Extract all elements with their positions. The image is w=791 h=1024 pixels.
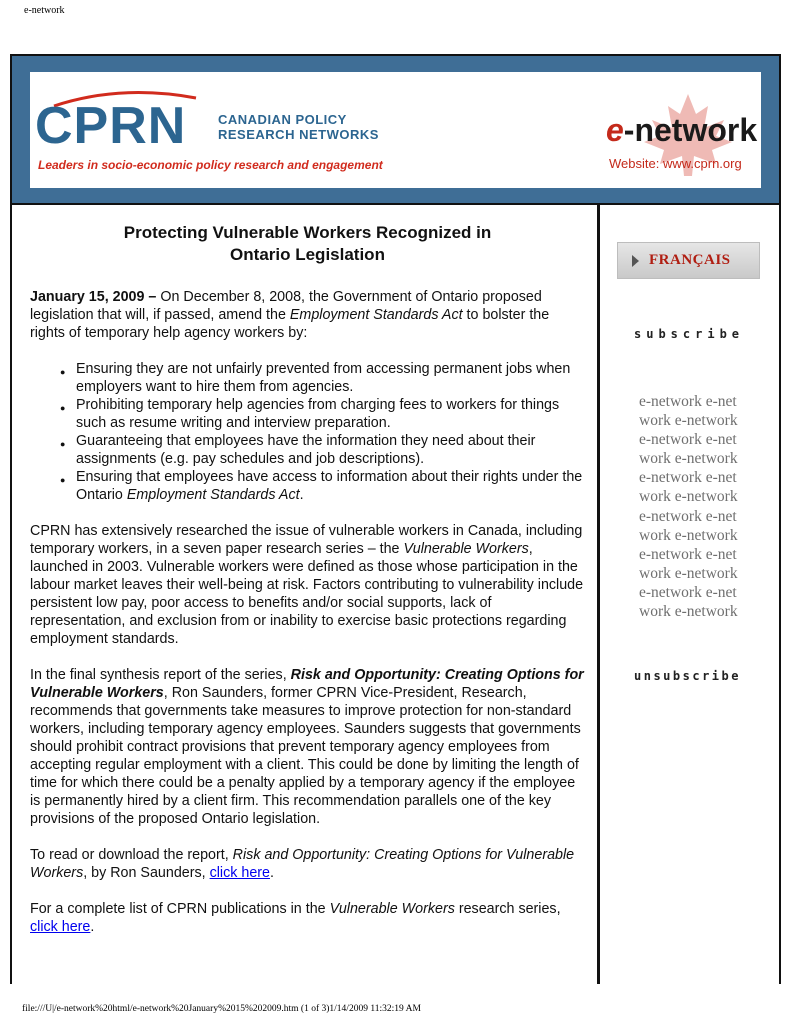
org-name: [218, 112, 379, 142]
publications-list-link[interactable]: click here: [30, 919, 91, 935]
pattern-line: e-network e-net: [639, 431, 737, 449]
bullet4-text-b: .: [299, 487, 304, 503]
p4-text-a: To read or download the report,: [30, 847, 233, 863]
p4-text-c: .: [269, 865, 274, 881]
p5-text-b: research series,: [454, 901, 561, 917]
enetwork-logo-e: e: [606, 112, 624, 148]
intro-text-a: On December 8, 2008, the Government of Ontario proposed legislation that will, if passed, amend the: [30, 289, 542, 323]
p5-text-c: .: [90, 919, 95, 935]
p3-text-b: , Ron Saunders, former CPRN Vice-President, Research, recommends that governments take measures to improve protection for non-standard workers, including temporary agency employees. Saunders suggests that governments should prohibit contract provisions that prevent temporary agency employees from accepting regular employment with a client. This could be done by limiting the length of time for which there could be a penalty applied by a temporary agency if the employee is permanently hired by a client firm. This recommendation parallels one of the key provisions of the proposed Ontario legislation.: [30, 685, 581, 827]
intro-paragraph: [30, 288, 585, 342]
bullet4-act-title: Employment Standards Act: [126, 487, 300, 503]
article-title-line2: Ontario Legislation: [230, 245, 385, 264]
intro-date: January 15, 2009 –: [30, 289, 157, 305]
p5-series-title: Vulnerable Workers: [329, 901, 455, 917]
pattern-line: e-network e-net: [639, 583, 737, 601]
intro-act-title: Employment Standards Act: [289, 307, 463, 323]
pattern-line: work e-network: [639, 603, 738, 621]
footer-file-path: file:///U|/e-network%20html/e-network%20January%2015%202009.htm (1 of 3)1/14/2009 11:32:19 AM: [22, 1004, 421, 1014]
unsubscribe-link[interactable]: unsubscribe: [634, 669, 741, 683]
list-item: ● Guaranteeing that employees have the information they need about their assignments (e.g. pay schedules and job descriptions).: [76, 432, 585, 468]
banner-logo-area: [30, 72, 761, 188]
article-title: [30, 222, 585, 266]
p5-text-a: For a complete list of CPRN publications in the: [30, 901, 330, 917]
publications-paragraph: [30, 900, 585, 936]
measures-list: [30, 360, 585, 504]
francais-label: FRANÇAIS: [649, 252, 731, 268]
article: [30, 222, 585, 954]
research-paragraph: [30, 522, 585, 648]
intro-text-b: to bolster the rights of temporary help agency workers by:: [30, 307, 550, 341]
header-banner: [12, 56, 779, 205]
report-paragraph: [30, 666, 585, 828]
pattern-line: work e-network: [639, 526, 738, 544]
list-item: ● Ensuring they are not unfairly prevented from accessing permanent jobs when employers want to hire them from agencies.: [76, 360, 585, 396]
p3-text-a: In the final synthesis report of the series,: [30, 667, 291, 683]
sidebar-divider: [597, 205, 600, 984]
bullet4-text-a: Ensuring that employees have access to information about their rights under the Ontario: [76, 469, 583, 503]
article-title-line1: Protecting Vulnerable Workers Recognized in: [123, 223, 492, 242]
enetwork-logo: [606, 114, 757, 146]
pattern-line: work e-network: [639, 488, 738, 506]
pattern-line: e-network e-net: [639, 393, 737, 410]
francais-button[interactable]: [617, 242, 760, 279]
org-tagline: Leaders in socio-economic policy research and engagement: [38, 158, 383, 172]
browser-page-title: e-network: [24, 5, 65, 16]
pattern-line: work e-network: [639, 450, 738, 468]
report-download-link[interactable]: click here: [209, 865, 270, 881]
enetwork-logo-rest: -network: [623, 112, 758, 148]
subscribe-link[interactable]: subscribe: [634, 327, 745, 341]
p2-text-b: , launched in 2003. Vulnerable workers were defined as those whose participation in the labour market leaves their well-being at risk. Factors contributing to vulnerability include persistent low pay, poor access to benefits and/or social supports, lack of representation, and exclusion from or inability to exercise basic protections regarding employment standards.: [30, 541, 584, 647]
pattern-line: work e-network: [639, 412, 738, 430]
p2-series-title: Vulnerable Workers: [403, 541, 529, 557]
website-label: Website: www.cprn.org: [609, 156, 742, 171]
p4-text-b: , by Ron Saunders,: [83, 865, 210, 881]
list-item: ● Prohibiting temporary help agencies from charging fees to workers for things such as resume writing and interview preparation.: [76, 396, 585, 432]
org-name-line1: CANADIAN POLICY: [218, 112, 347, 127]
pattern-line: e-network e-net: [639, 469, 737, 487]
cprn-logo: CPRN: [35, 97, 187, 155]
pattern-line: e-network e-net: [639, 507, 737, 525]
org-name-line2: RESEARCH NETWORKS: [218, 127, 379, 142]
p2-text-a: CPRN has extensively researched the issue of vulnerable workers in Canada, including temporary workers, in a seven paper research series – the: [30, 523, 583, 557]
play-arrow-icon: [632, 255, 639, 267]
download-paragraph: [30, 846, 585, 882]
p3-report-title: Risk and Opportunity: Creating Options for Vulnerable Workers: [30, 667, 584, 701]
pattern-line: work e-network: [639, 564, 738, 582]
list-item: [76, 468, 585, 504]
enetwork-pattern: [639, 392, 749, 621]
pattern-line: e-network e-net: [639, 545, 737, 563]
p4-report-title: Risk and Opportunity: Creating Options for Vulnerable Workers: [30, 847, 575, 881]
